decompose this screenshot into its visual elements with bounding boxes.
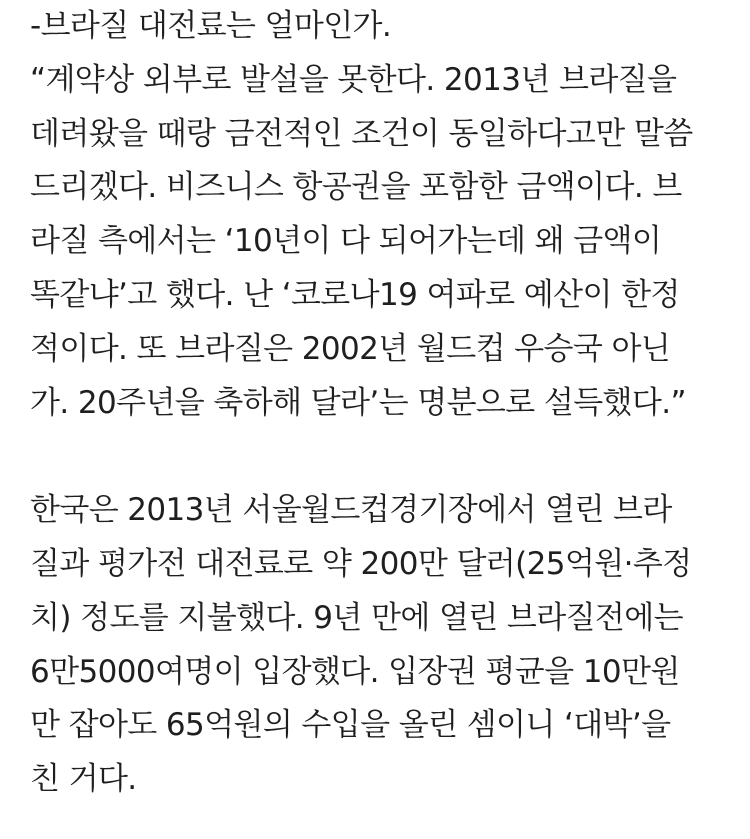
text-line: 질과 평가전 대전료로 약 200만 달러(25억원·추정 (30, 545, 692, 582)
article-body (30, 0, 730, 807)
text-line: 치) 정도를 지불했다. 9년 만에 열린 브라질전에는 (30, 599, 683, 636)
text-line: 드리겠다. 비즈니스 항공권을 포함한 금액이다. 브 (30, 169, 682, 206)
text-line: “계약상 외부로 발설을 못한다. 2013년 브라질을 (30, 61, 677, 98)
text-line: 만 잡아도 65억원의 수입을 올린 셈이니 ‘대박’을 (30, 707, 671, 744)
text-line: 6만5000여명이 입장했다. 입장권 평균을 10만원 (30, 653, 680, 690)
text-line: 데려왔을 때랑 금전적인 조건이 동일하다고만 말씀 (30, 115, 693, 152)
text-line: 적이다. 또 브라질은 2002년 월드컵 우승국 아닌 (30, 330, 671, 367)
paragraph-interview (30, 0, 730, 430)
text-line: 가. 20주년을 축하해 달라’는 명분으로 설득했다.” (30, 384, 686, 421)
text-line: 친 거다. (30, 761, 137, 798)
text-line: -브라질 대전료는 얼마인가. (30, 8, 392, 44)
paragraph-spacer (30, 430, 730, 484)
paragraph-revenue (30, 484, 730, 807)
text-line: 한국은 2013년 서울월드컵경기장에서 열린 브라 (30, 492, 672, 529)
text-line: 똑같냐’고 했다. 난 ‘코로나19 여파로 예산이 한정 (30, 276, 680, 313)
text-line: 라질 측에서는 ‘10년이 다 되어가는데 왜 금액이 (30, 223, 662, 260)
